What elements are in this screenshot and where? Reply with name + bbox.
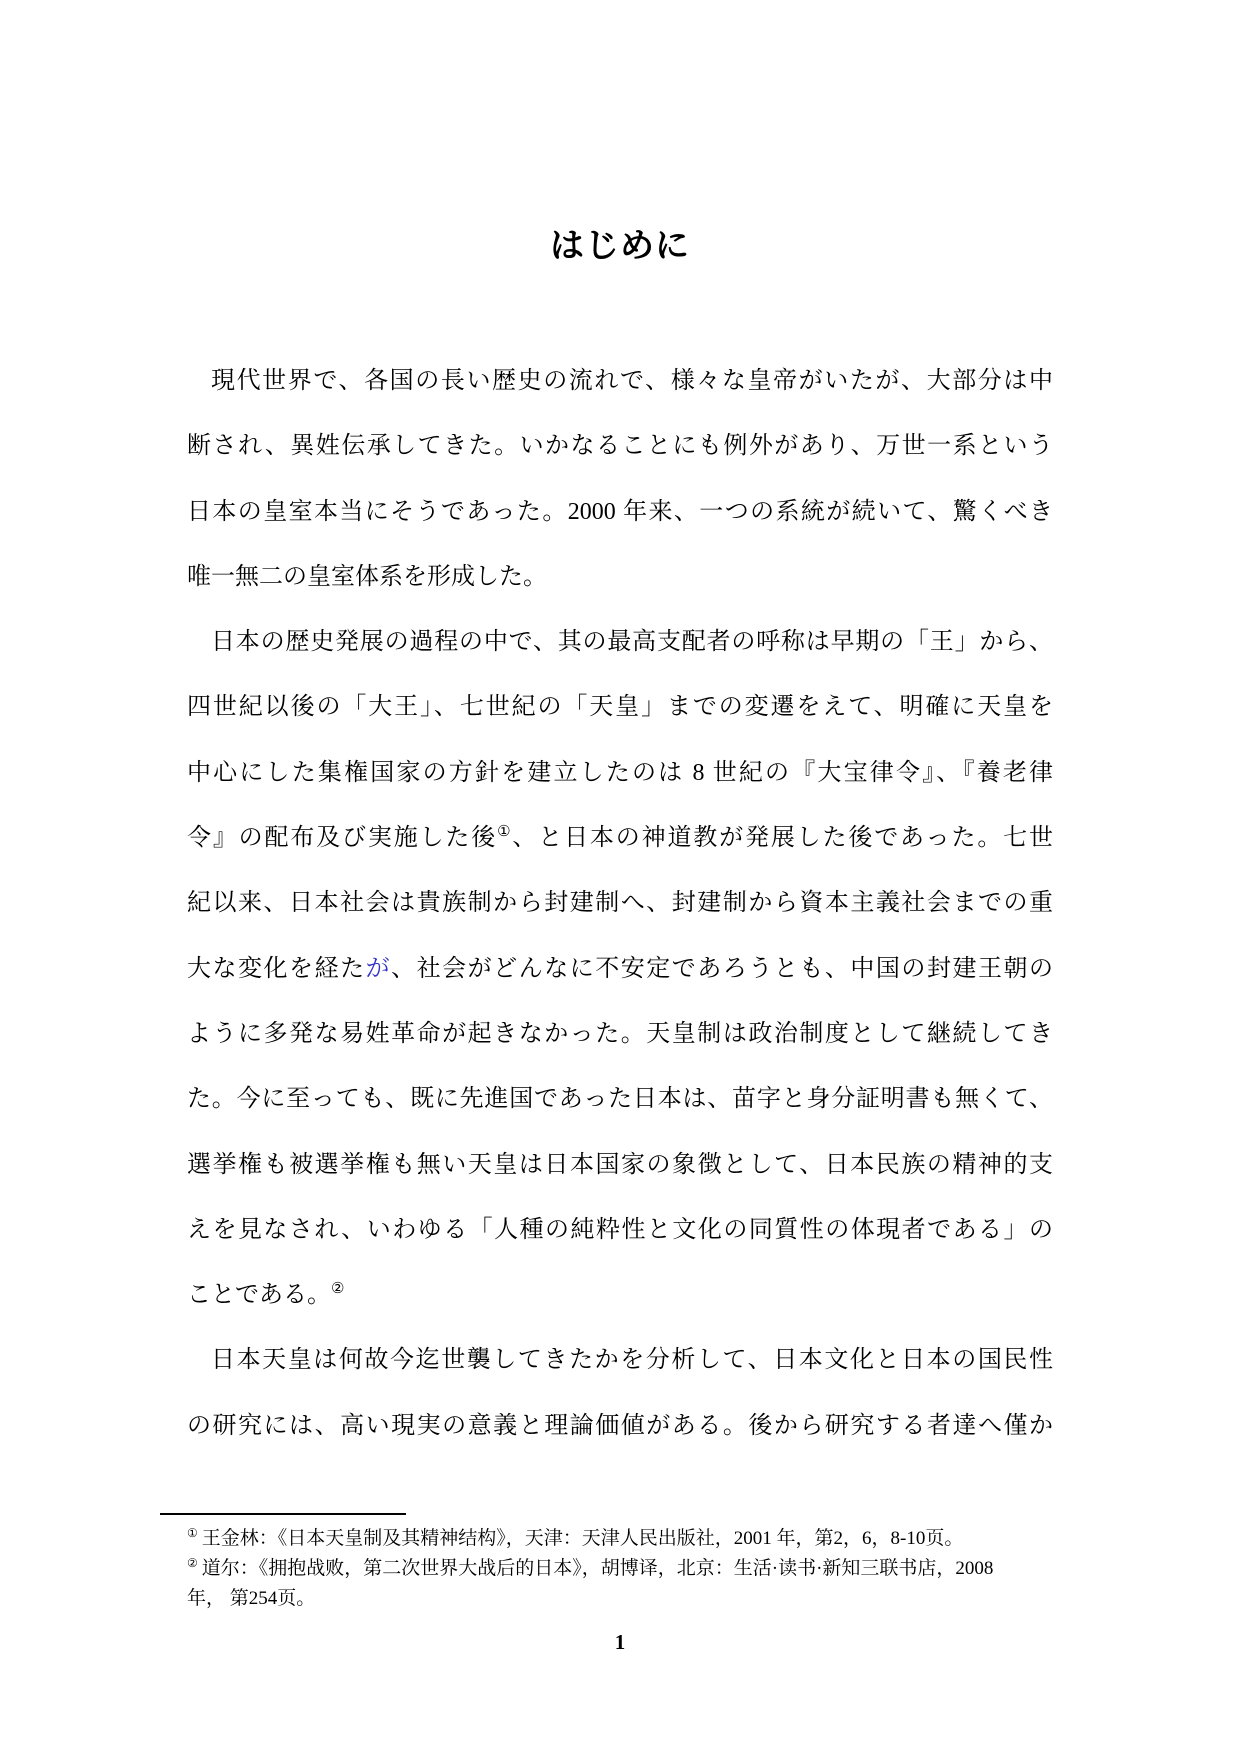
footnote-marker: ② xyxy=(187,1555,198,1570)
footnote-text: 王金林：《日本天皇制及其精神结构》，天津：天津人民出版社，2001 年，第2，6，8-10页。 xyxy=(201,1528,964,1549)
text-run: 、社会がどんなに不安定であろうとも、中国の封建王朝の xyxy=(391,955,1053,982)
text-run: ように多発な易姓革命が起きなかった。天皇制は政治制度として継続してき xyxy=(187,1020,1053,1047)
text-line xyxy=(187,414,1053,479)
text-run: 断され、異姓伝承してきた。いかなることにも例外があり、万世一系という xyxy=(187,433,1053,460)
footnotes xyxy=(187,1524,1067,1614)
text-line xyxy=(187,937,1053,1002)
highlighted-text: が xyxy=(365,955,392,982)
text-line xyxy=(187,1328,1053,1393)
text-run: た。今に至っても、既に先進国であった日本は、苗字と身分証明書も無くて、 xyxy=(187,1086,1053,1113)
text-run: の研究には、高い現実の意義と理論価値がある。後から研究する者達へ僅か xyxy=(187,1412,1053,1439)
footnote-ref: ① xyxy=(497,824,513,841)
text-run: 中心にした集権国家の方針を建立したのは 8 世紀の『大宝律令』、『養老律 xyxy=(187,759,1053,786)
text-run: 紀以来、日本社会は貴族制から封建制へ、封建制から資本主義社会までの重 xyxy=(187,890,1053,917)
text-line xyxy=(187,1263,1053,1328)
text-line xyxy=(187,1002,1053,1067)
text-run: 大な変化を経た xyxy=(187,955,366,982)
text-run: 選挙権も被選挙権も無い天皇は日本国家の象徴として、日本民族の精神的支 xyxy=(187,1151,1053,1178)
footnote-line xyxy=(187,1554,1067,1584)
text-line xyxy=(187,349,1053,414)
text-line xyxy=(187,1133,1053,1198)
text-line xyxy=(187,610,1053,675)
page-title: はじめに xyxy=(550,227,690,265)
text-line xyxy=(187,741,1053,806)
footnote-separator xyxy=(160,1513,406,1515)
text-run: 現代世界で、各国の長い歴史の流れで、様々な皇帝がいたが、大部分は中 xyxy=(211,368,1053,394)
text-run: 日本天皇は何故今迄世襲してきたかを分析して、日本文化と日本の国民性 xyxy=(211,1347,1053,1374)
text-line xyxy=(187,871,1053,936)
text-line xyxy=(187,806,1053,871)
text-run: 日本の皇室本当にそうであった。2000 年来、一つの系統が続いて、驚くべき xyxy=(187,498,1053,525)
footnote-ref: ② xyxy=(331,1281,345,1298)
footnote-text: 道尔：《拥抱战败，第二次世界大战后的日本》，胡博译，北京：生活·读书·新知三联书店，2008 xyxy=(201,1558,994,1579)
text-line xyxy=(187,1394,1053,1459)
footnote-line xyxy=(187,1524,1067,1554)
footnote-text: 年， 第254页。 xyxy=(187,1588,316,1609)
footnote-line xyxy=(187,1584,1067,1614)
text-line xyxy=(187,545,1053,610)
text-run: ことである。 xyxy=(187,1282,331,1309)
text-line xyxy=(187,1067,1053,1132)
footnote-marker: ① xyxy=(187,1525,198,1540)
body-text xyxy=(187,349,1053,1459)
text-line xyxy=(187,1198,1053,1263)
text-line xyxy=(187,480,1053,545)
text-line xyxy=(187,675,1053,740)
text-run: 四世紀以後の「大王」、七世紀の「天皇」までの変遷をえて、明確に天皇を xyxy=(187,694,1053,721)
text-run: 令』の配布及び実施した後 xyxy=(187,825,498,852)
text-run: 唯一無二の皇室体系を形成した。 xyxy=(187,563,547,590)
text-run: えを見なされ、いわゆる「人種の純粋性と文化の同質性の体現者である」の xyxy=(187,1216,1053,1243)
text-run: 日本の歴史発展の過程の中で、其の最高支配者の呼称は早期の「王」から、 xyxy=(211,629,1053,656)
page-number: 1 xyxy=(614,1630,626,1654)
text-run: 、と日本の神道教が発展した後であった。七世 xyxy=(512,825,1053,852)
